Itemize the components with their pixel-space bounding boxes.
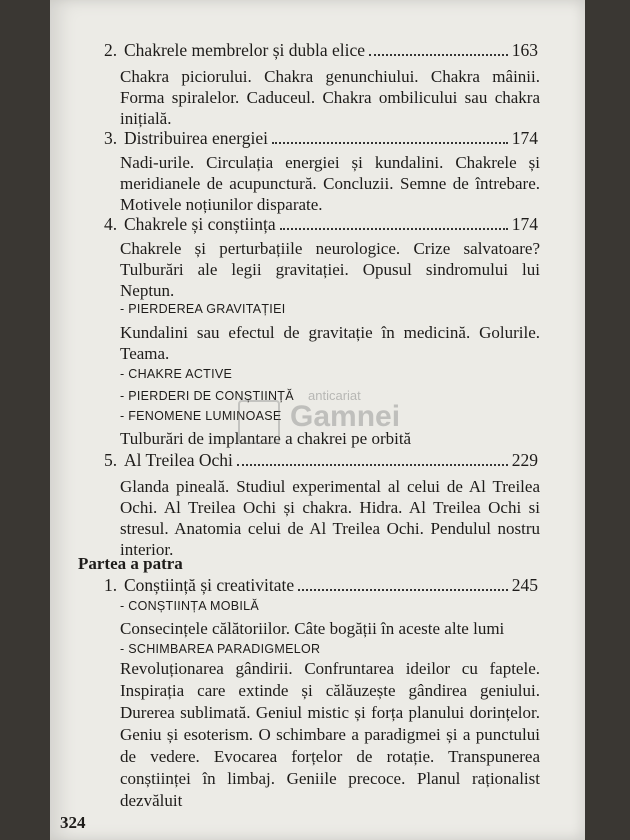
toc-entry-5-description: Glanda pineală. Studiul experimental al celui de Al Treilea Ochi. Al Treilea Ochi și chakra. Hidra. Al Treilea Ochi si stresul. Anatomia celui de Al Treilea Ochi. Pendulul nostru interior. — [120, 477, 540, 559]
subsection-description: Tulburări de implantare a chakrei pe orbită — [120, 429, 412, 448]
subsection-label: - FENOMENE LUMINOASE — [120, 409, 282, 423]
entry-number: 4. — [104, 214, 118, 234]
toc-entry-2-heading — [104, 40, 538, 61]
watermark-text-small: anticariat — [308, 388, 361, 403]
entry-page: 174 — [511, 128, 538, 148]
toc-entry-4-description: Chakrele și perturbațiile neurologice. Crize salvatoare? Tulburări ale legii gravitației. Opusul sindromului lui Neptun. — [120, 239, 540, 300]
leader-dots — [237, 464, 508, 466]
entry-page: 229 — [511, 450, 538, 470]
toc-part4-entry-1-heading — [104, 575, 538, 596]
leader-dots — [272, 142, 508, 144]
subsection-label: - CONȘTIINȚA MOBILĂ — [120, 599, 260, 613]
subsection-description: Revoluționarea gândirii. Confruntarea ideilor cu faptele. Inspirația care extinde și călăuzește gândirea geniului. Durerea sublimată. Geniul mistic și forța planului dorințelor. Geniu și esoterism. O schimbare a paradigmei și a punctului de vedere. Evocarea forțelor de rotație. Transpunerea conștiinței în limbaj. Geniile precoce. Planul raționalist dezvăluit — [120, 659, 540, 810]
entry-title: Distribuirea energiei — [124, 128, 268, 148]
leader-dots — [298, 589, 508, 591]
toc-entry-5-heading — [104, 450, 538, 471]
subsection-label: - CHAKRE ACTIVE — [120, 367, 233, 381]
entry-page: 174 — [511, 214, 538, 234]
toc-entry-2-description: Chakra piciorului. Chakra genunchiului. Chakra mâinii. Forma spiralelor. Caduceul. Chakra ombilicului sau chakra inițială. — [120, 67, 540, 128]
entry-number: 5. — [104, 450, 118, 470]
subsection-label: - PIERDERI DE CONȘTIINȚĂ — [120, 389, 294, 403]
watermark-box — [238, 400, 280, 444]
subsection-label: - SCHIMBAREA PARADIGMELOR — [120, 642, 321, 656]
entry-title: Chakrele membrelor și dubla elice — [124, 40, 366, 60]
entry-number: 3. — [104, 128, 118, 148]
entry-title: Al Treilea Ochi — [124, 450, 233, 470]
watermark-text-large: Gamnei — [290, 400, 401, 433]
part-heading: Partea a patra — [78, 554, 183, 573]
entry-number: 1. — [104, 575, 118, 595]
page-number: 324 — [60, 813, 86, 832]
entry-page: 245 — [511, 575, 538, 595]
toc-entry-3-description: Nadi-urile. Circulația energiei și kundalini. Chakrele și meridianele de acupunctură. Concluzii. Semne de întrebare. Motivele noțiunilor disparate. — [120, 153, 540, 214]
subsection-label: - PIERDEREA GRAVITAȚIEI — [120, 302, 286, 316]
toc-entry-3-heading — [104, 128, 538, 149]
leader-dots — [280, 228, 508, 230]
entry-title: Conștiință și creativitate — [124, 575, 295, 595]
toc-entry-4-heading — [104, 214, 538, 235]
leader-dots — [369, 54, 508, 56]
watermark-logo — [238, 388, 401, 450]
entry-number: 2. — [104, 40, 118, 60]
entry-title: Chakrele și conștiința — [124, 214, 276, 234]
entry-page: 163 — [511, 40, 538, 60]
subsection-description: Kundalini sau efectul de gravitație în medicină. Golurile. Teama. — [120, 323, 540, 363]
subsection-description: Consecințele călătoriilor. Câte bogății în aceste alte lumi — [120, 619, 505, 638]
